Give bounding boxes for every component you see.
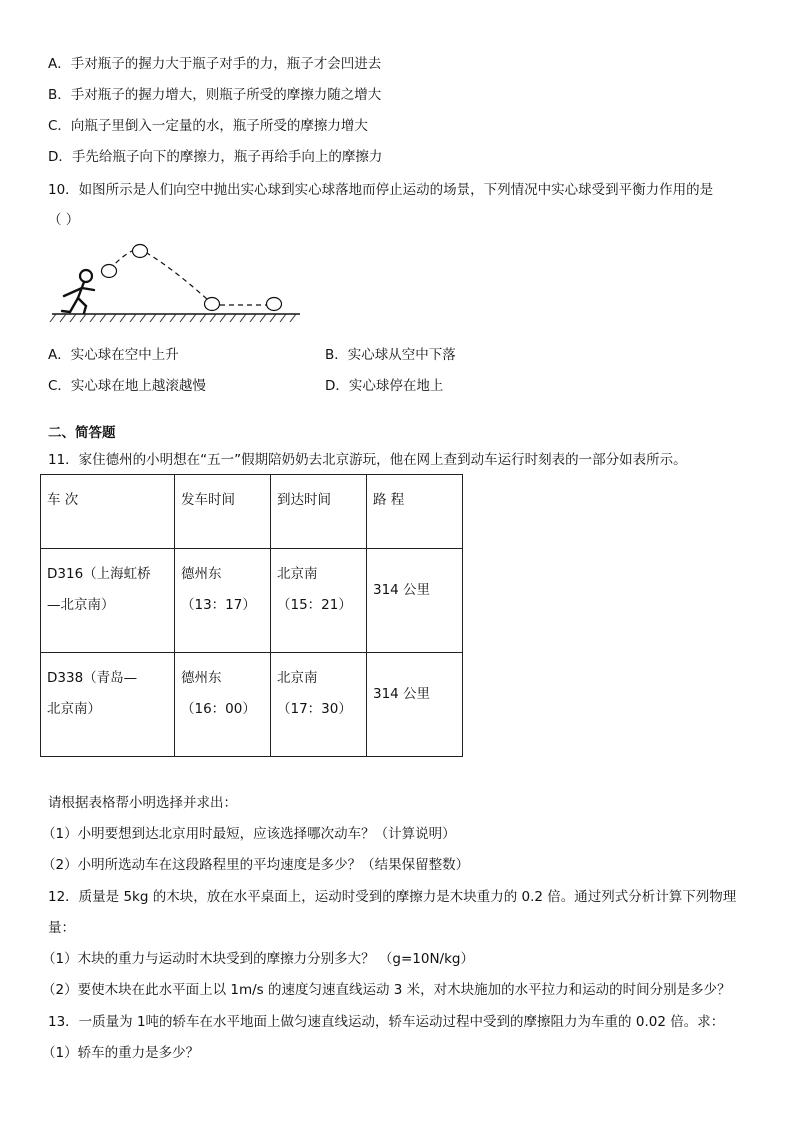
q10-stem: 10．如图所示是人们向空中抛出实心球到实心球落地而停止运动的场景，下列情况中实心球受到平衡力作用的是 bbox=[48, 182, 714, 198]
q9-option-a: A．手对瓶子的握力大于瓶子对手的力，瓶子才会凹进去 bbox=[48, 56, 382, 72]
q9-option-b: B．手对瓶子的握力增大，则瓶子所受的摩擦力随之增大 bbox=[48, 87, 382, 103]
q12-stem: 12．质量是 5kg 的木块，放在水平桌面上，运动时受到的摩擦力是木块重力的 0.2 倍。通过列式分析计算下列物理 bbox=[48, 889, 737, 905]
table-row bbox=[41, 653, 463, 757]
thrower-figure bbox=[62, 270, 94, 313]
cell-depart: 德州东 （16：00） bbox=[175, 653, 271, 757]
ball-position-4 bbox=[267, 298, 282, 311]
q10-option-c: C．实心球在地上越滚越慢 bbox=[48, 378, 206, 394]
q10-answer-blank: （ ） bbox=[48, 212, 80, 228]
header-distance: 路 程 bbox=[367, 475, 463, 549]
table-row bbox=[41, 549, 463, 653]
q9-option-d: D．手先给瓶子向下的摩擦力，瓶子再给手向上的摩擦力 bbox=[48, 149, 383, 165]
header-arrive: 到达时间 bbox=[271, 475, 367, 549]
table-header-row bbox=[41, 475, 463, 549]
header-depart: 发车时间 bbox=[175, 475, 271, 549]
q12-stem-cont: 量： bbox=[48, 920, 75, 936]
cell-train: D316（上海虹桥 —北京南） bbox=[41, 549, 175, 653]
cell-train: D338（青岛— 北京南） bbox=[41, 653, 175, 757]
q12-sub1: （1）木块的重力与运动时木块受到的摩擦力分别多大？ （g=10N/kg） bbox=[42, 951, 474, 967]
q9-option-c: C．向瓶子里倒入一定量的水，瓶子所受的摩擦力增大 bbox=[48, 118, 368, 134]
q11-prompt: 请根据表格帮小明选择并求出： bbox=[48, 795, 237, 811]
ball-position-2 bbox=[133, 245, 148, 258]
header-train: 车 次 bbox=[41, 475, 175, 549]
trajectory-arc bbox=[110, 248, 216, 304]
section-title: 二、简答题 bbox=[48, 425, 116, 441]
ball-position-3 bbox=[205, 298, 220, 311]
q10-option-d: D．实心球停在地上 bbox=[325, 378, 444, 394]
q13-sub1: （1）轿车的重力是多少？ bbox=[42, 1045, 200, 1061]
q12-sub2: （2）要使木块在此水平面上以 1m/s 的速度匀速直线运动 3 米，对木块施加的水平拉力和运动的时间分别是多少？ bbox=[42, 982, 731, 998]
cell-distance: 314 公里 bbox=[367, 549, 463, 653]
ball-positions bbox=[102, 245, 282, 311]
q11-sub1: （1）小明要想到达北京用时最短，应该选择哪次动车？（计算说明） bbox=[42, 826, 456, 842]
q11-stem: 11．家住德州的小明想在“五一”假期陪奶奶去北京游玩，他在网上查到动车运行时刻表的一部分如表所示。 bbox=[48, 452, 687, 468]
train-schedule-table bbox=[40, 474, 463, 757]
cell-arrive: 北京南 （17：30） bbox=[271, 653, 367, 757]
q10-option-b: B．实心球从空中下落 bbox=[325, 347, 456, 363]
shot-put-figure bbox=[48, 234, 308, 326]
q11-sub2: （2）小明所选动车在这段路程里的平均速度是多少？（结果保留整数） bbox=[42, 857, 470, 873]
cell-arrive: 北京南 （15：21） bbox=[271, 549, 367, 653]
ball-position-1 bbox=[102, 265, 117, 278]
q10-option-a: A．实心球在空中上升 bbox=[48, 347, 179, 363]
cell-distance: 314 公里 bbox=[367, 653, 463, 757]
ground-hatching bbox=[50, 314, 296, 322]
q13-stem: 13．一质量为 1吨的轿车在水平地面上做匀速直线运动，轿车运动过程中受到的摩擦阻力为车重的 0.02 倍。求： bbox=[48, 1014, 725, 1030]
cell-depart: 德州东 （13：17） bbox=[175, 549, 271, 653]
